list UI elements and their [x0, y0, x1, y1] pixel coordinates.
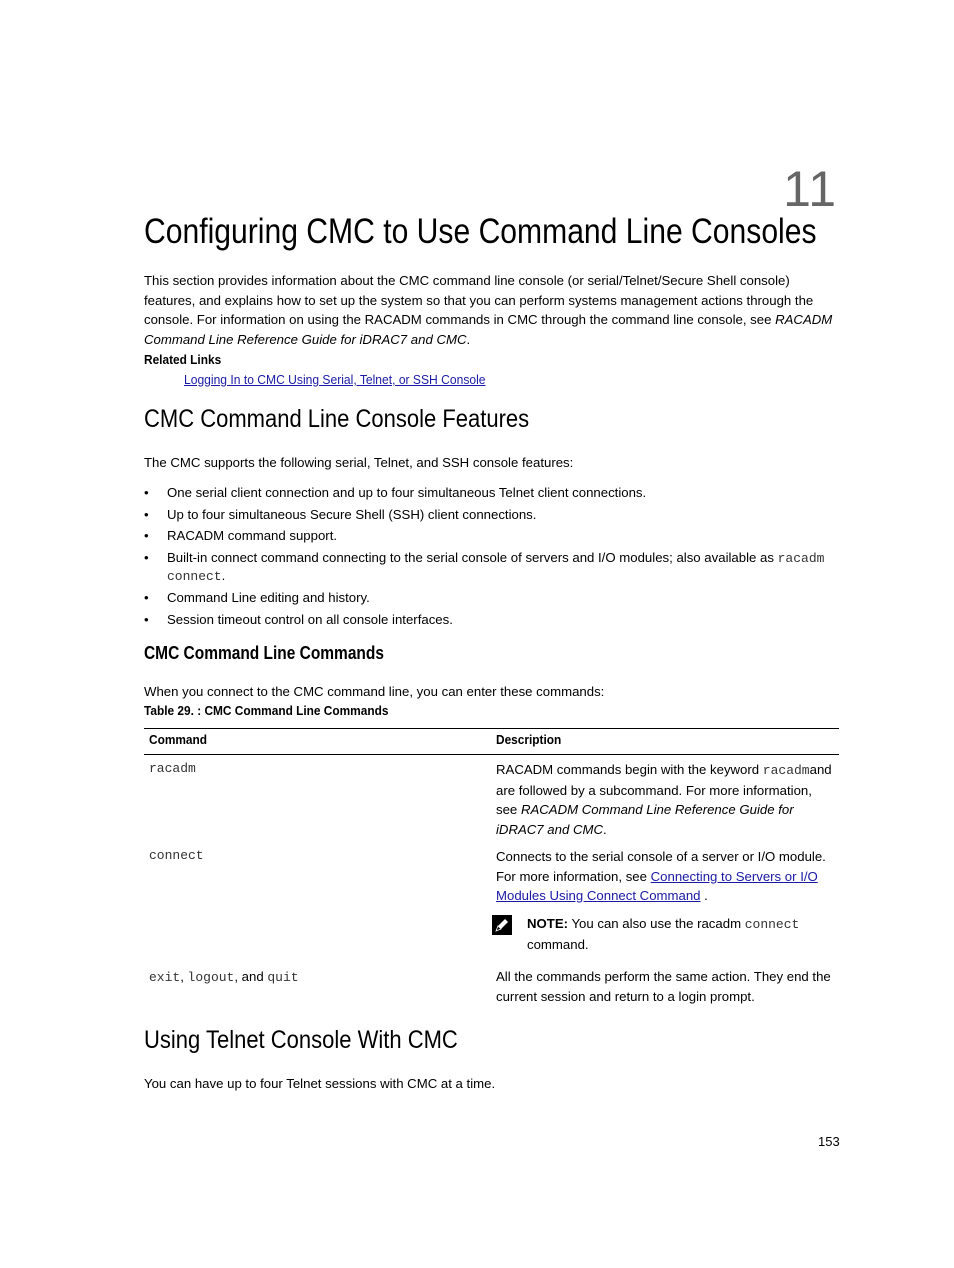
- list-item: • Session timeout control on all console interfaces.: [144, 611, 844, 628]
- inline-code: racadm connect: [167, 550, 825, 584]
- telnet-text: You can have up to four Telnet sessions with CMC at a time.: [144, 1076, 496, 1091]
- related-link[interactable]: Logging In to CMC Using Serial, Telnet, or SSH Console: [184, 372, 486, 387]
- note-label: NOTE:: [527, 916, 569, 931]
- commands-intro: When you connect to the CMC command line, you can enter these commands:: [144, 684, 605, 699]
- list-item: • RACADM command support.: [144, 527, 844, 544]
- chapter-number: 11: [783, 161, 837, 217]
- note-icon: [492, 915, 512, 935]
- features-list: [144, 484, 844, 632]
- connect-command-link[interactable]: Connecting to Servers or I/O Modules Using Connect Command: [496, 868, 818, 903]
- table-header-command: Command: [149, 732, 208, 747]
- list-item: • One serial client connection and up to four simultaneous Telnet client connections.: [144, 484, 844, 501]
- table-top-rule: [144, 728, 839, 729]
- table-row-connect-command: connect: [149, 848, 204, 863]
- intro-reference: RACADM Command Line Reference Guide for iDRAC7 and CMC: [144, 312, 833, 347]
- page-number: 153: [818, 1134, 840, 1149]
- features-intro: The CMC supports the following serial, Telnet, and SSH console features:: [144, 455, 574, 470]
- list-item: • Up to four simultaneous Secure Shell (SSH) client connections.: [144, 506, 844, 523]
- table-header-description: Description: [496, 732, 562, 747]
- table-row-connect-description: Connects to the serial console of a server or I/O module. For more information, see Connecting to Servers or I/O Modules Using Connect Command .: [496, 849, 826, 903]
- commands-heading: CMC Command Line Commands: [144, 643, 384, 663]
- table-header-rule: [144, 754, 839, 755]
- telnet-heading: Using Telnet Console With CMC: [144, 1026, 458, 1054]
- note-text: NOTE: You can also use the racadm connect command.: [527, 916, 800, 952]
- table-row-racadm-command: racadm: [149, 761, 196, 776]
- related-links-label: Related Links: [144, 352, 222, 367]
- table-row-racadm-description: RACADM commands begin with the keyword racadmand are followed by a subcommand. For more information, see RACADM Command Line Reference Guide for iDRAC7 and CMC.: [496, 762, 832, 837]
- features-heading: CMC Command Line Console Features: [144, 405, 530, 433]
- intro-paragraph: This section provides information about the CMC command line console (or serial/Telnet/Secure Shell console) features, and explains how to set up the system so that you can perform systems management actions through the console. For information on using the RACADM commands in CMC through the command line console, see RACADM Command Line Reference Guide for iDRAC7 and CMC.: [144, 273, 833, 347]
- page-title: Configuring CMC to Use Command Line Consoles: [144, 212, 817, 251]
- list-item: • Command Line editing and history.: [144, 589, 844, 606]
- table-row-exit-description: All the commands perform the same action. They end the current session and return to a login prompt.: [496, 969, 831, 1004]
- table-caption: Table 29. : CMC Command Line Commands: [144, 703, 389, 718]
- list-item: • Built-in connect command connecting to the serial console of servers and I/O modules; also available as racadm connect.: [144, 549, 844, 585]
- table-row-exit-command: exit, logout, and quit: [149, 969, 299, 985]
